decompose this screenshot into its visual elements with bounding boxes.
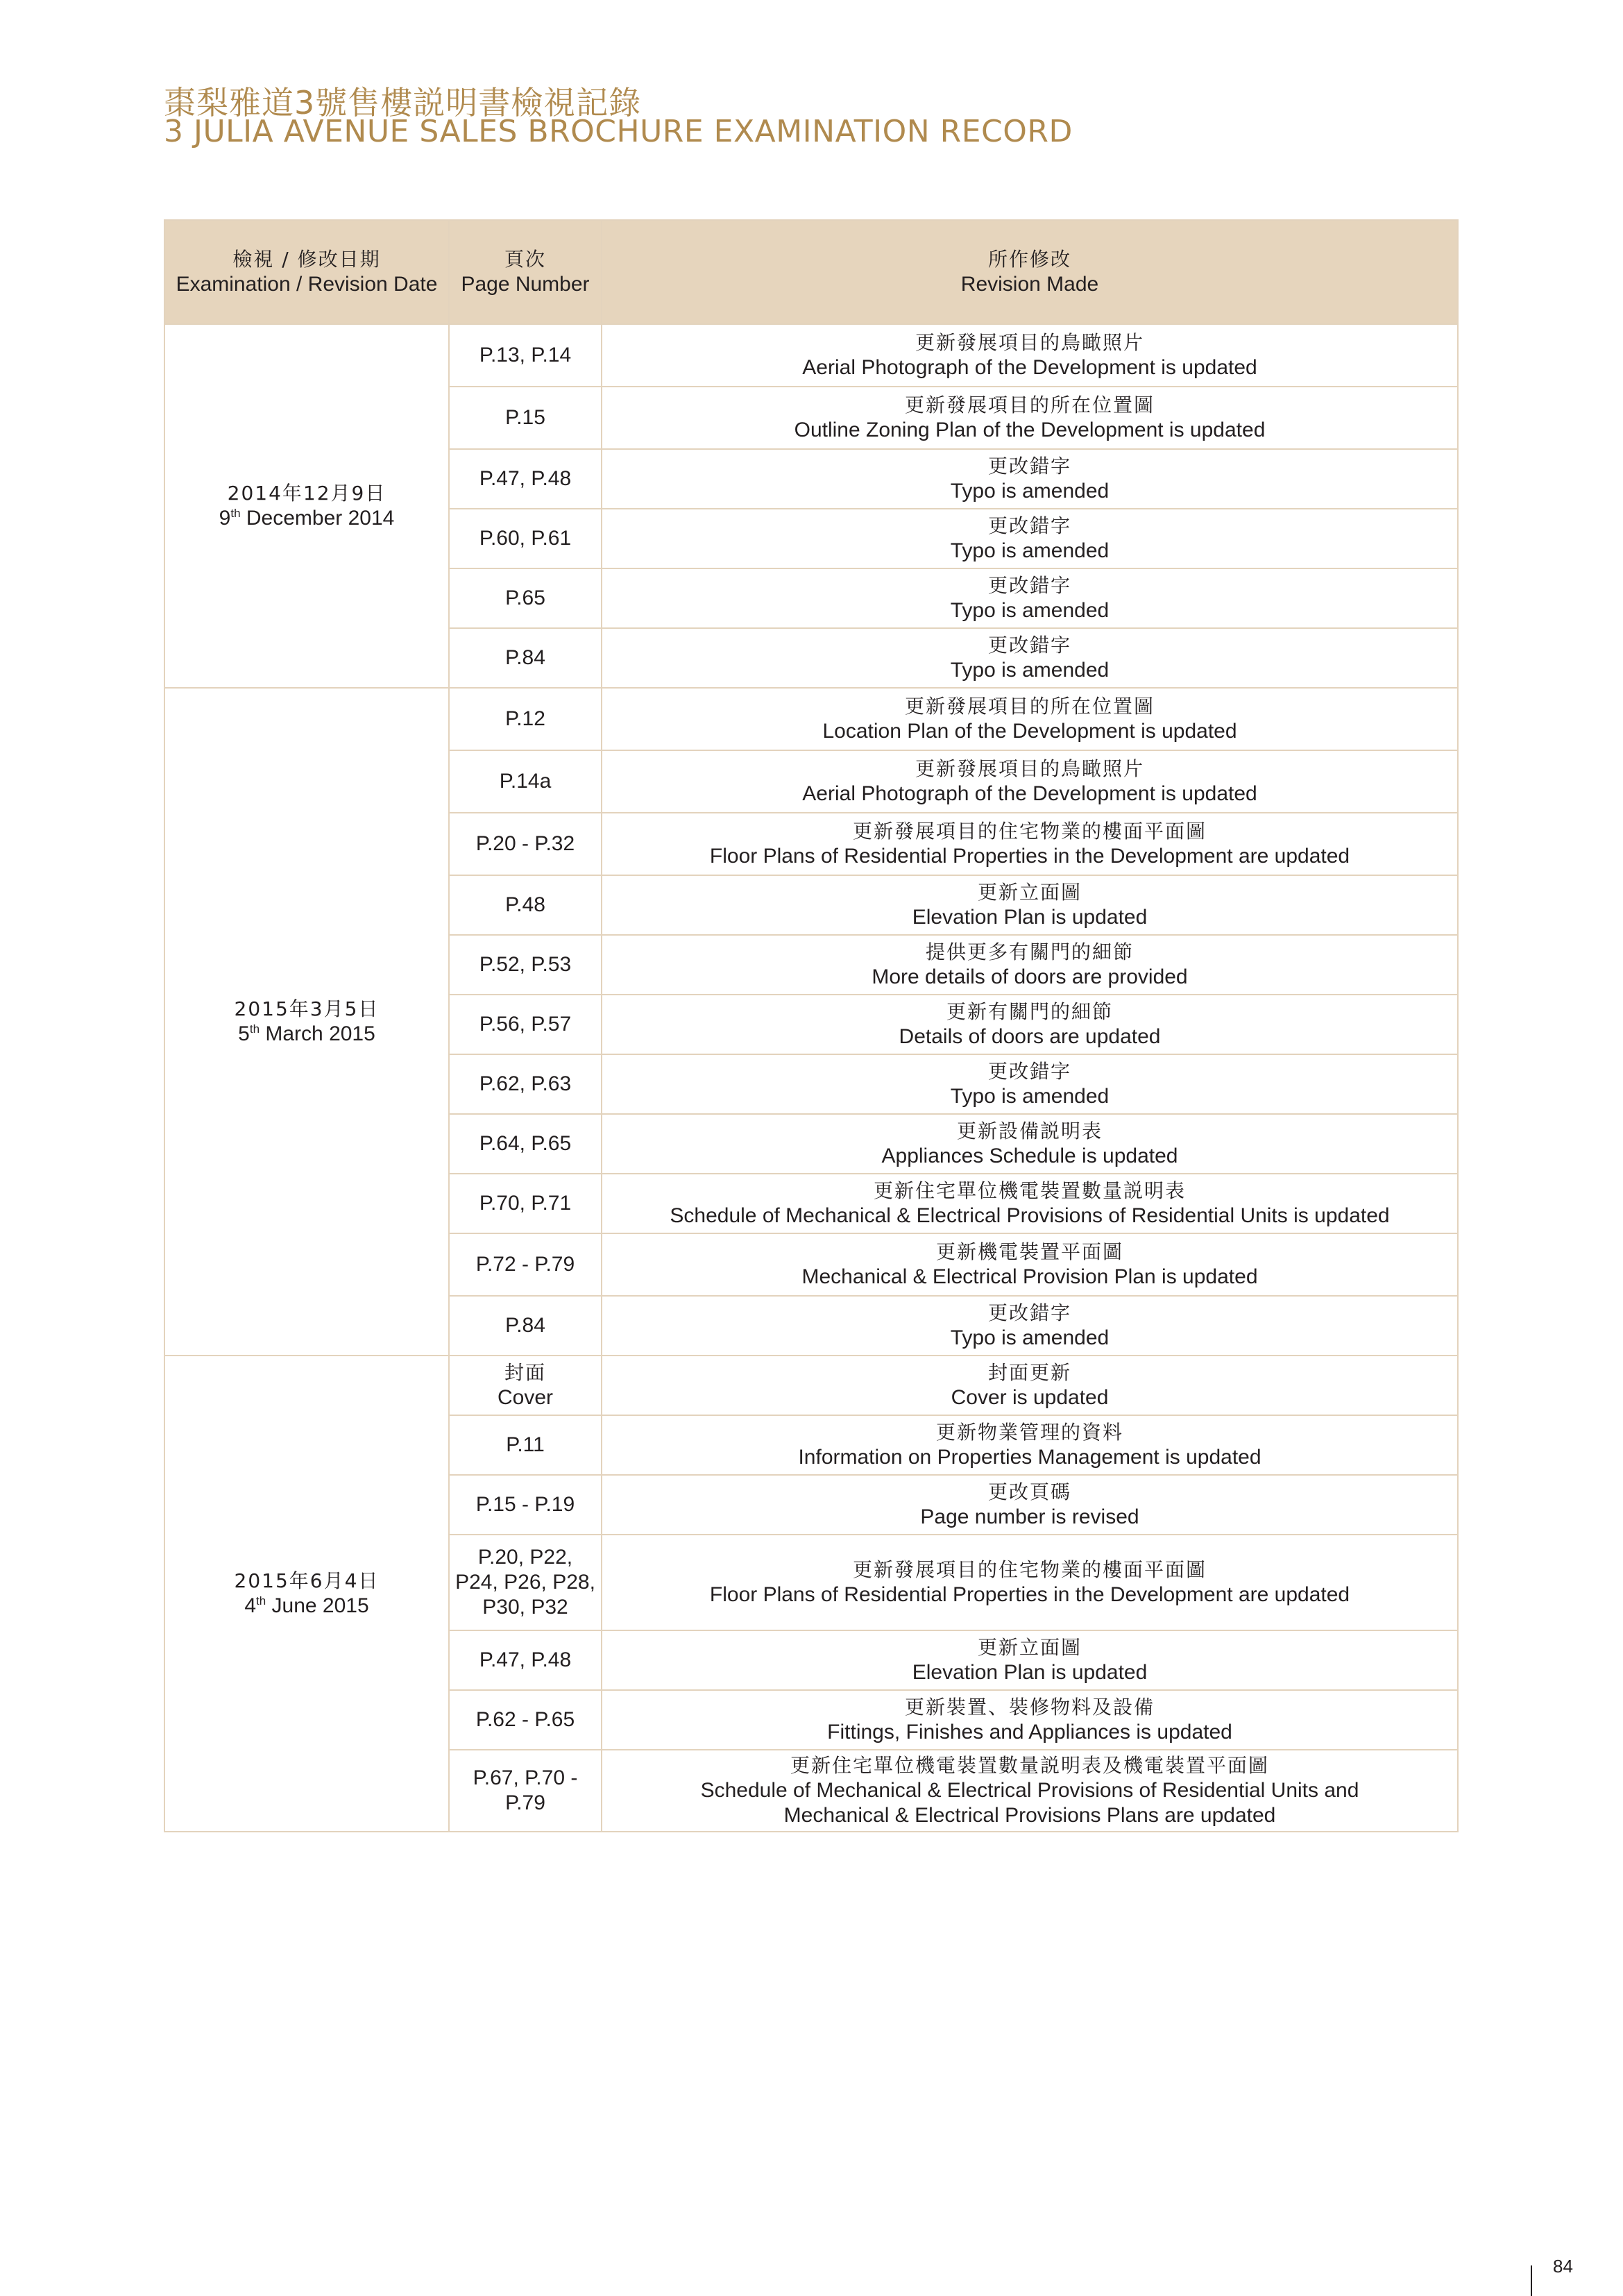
page-cell: P.84 [449,628,602,688]
revision-cell [602,1233,1458,1296]
revision-zh: 更改錯字 [987,1301,1071,1324]
revision-en: Floor Plans of Residential Properties in the Development are updated [709,1583,1350,1606]
header-revision-zh: 所作修改 [987,248,1071,271]
examination-record-table [164,219,1459,1832]
revision-en: Elevation Plan is updated [912,1661,1148,1684]
revision-en: Appliances Schedule is updated [881,1145,1178,1167]
revision-cell [602,1690,1458,1750]
revision-cell [602,688,1458,750]
revision-cell [602,935,1458,995]
revision-en: Outline Zoning Plan of the Development is updated [794,419,1266,441]
page-cell: P.72 - P.79 [449,1233,602,1296]
page-cell: P.12 [449,688,602,750]
revision-cell [602,1750,1458,1832]
page-line: P24, P26, P28, [455,1571,595,1594]
revision-en: Aerial Photograph of the Development is updated [802,356,1257,379]
revision-cell [602,750,1458,813]
revision-zh: 更新立面圖 [977,1636,1082,1659]
date-zh: 2015年6月4日 [234,1569,380,1592]
revision-en: Typo is amended [950,480,1110,503]
revision-en: Information on Properties Management is updated [798,1446,1261,1469]
date-zh: 2014年12月9日 [227,482,386,505]
page-cell [449,1535,602,1630]
revision-cell [602,1356,1458,1415]
revision-en: Schedule of Mechanical & Electrical Provisions of Residential Units and [700,1779,1359,1802]
page-cell: P.47, P.48 [449,449,602,509]
footer-divider [1531,2265,1532,2296]
date-day: 9 [219,507,231,530]
revision-zh: 更新有關門的細節 [946,1000,1113,1023]
date-day: 5 [238,1022,250,1045]
revision-zh: 封面更新 [987,1361,1071,1384]
date-cell [164,324,449,688]
page-title-english: 3 JULIA AVENUE SALES BROCHURE EXAMINATION RECORD [164,114,1073,149]
table-row [164,324,1458,387]
revision-zh: 更改錯字 [987,455,1071,478]
date-en [171,1594,443,1619]
revision-cell [602,1296,1458,1356]
revision-en: Floor Plans of Residential Properties in the Development are updated [709,845,1350,868]
revision-zh: 更改頁碼 [987,1480,1071,1503]
page-cell: P.84 [449,1296,602,1356]
revision-zh: 更新設備説明表 [956,1120,1103,1142]
revision-zh: 更新立面圖 [977,881,1082,904]
date-cell [164,1356,449,1832]
revision-cell [602,324,1458,387]
page-number: 84 [1553,2256,1573,2277]
revision-en: Location Plan of the Development is updated [822,720,1237,743]
page-cell: P.60, P.61 [449,509,602,568]
date-zh: 2015年3月5日 [234,997,380,1020]
page-zh: 封面 [504,1361,546,1384]
revision-cell [602,1475,1458,1535]
page-cell: P.48 [449,875,602,935]
page-cell: P.62, P.63 [449,1054,602,1114]
revision-cell [602,509,1458,568]
revision-en: Typo is amended [950,599,1110,622]
revision-zh: 更新發展項目的住宅物業的樓面平面圖 [852,1558,1207,1581]
date-month-year: March 2015 [260,1022,375,1045]
revision-en: Typo is amended [950,1085,1110,1108]
page-cell: P.14a [449,750,602,813]
revision-zh: 更新發展項目的所在位置圖 [904,695,1155,718]
date-en [171,506,443,531]
revision-cell [602,1054,1458,1114]
page-line: P.20, P22, [477,1546,573,1569]
revision-en: Typo is amended [950,539,1110,562]
page-cell: P.15 - P.19 [449,1475,602,1535]
page-cell: P.70, P.71 [449,1174,602,1233]
revision-zh: 更新發展項目的鳥瞰照片 [915,331,1144,354]
header-date-en: Examination / Revision Date [176,273,438,296]
date-suffix: th [256,1594,266,1607]
revision-en: Schedule of Mechanical & Electrical Provisions of Residential Units is updated [670,1204,1390,1227]
revision-zh: 更新發展項目的鳥瞰照片 [915,757,1144,780]
revision-en: Typo is amended [950,659,1110,682]
revision-en: Typo is amended [950,1326,1110,1349]
revision-zh: 更新住宅單位機電裝置數量説明表 [873,1179,1186,1202]
date-month-year: June 2015 [266,1594,369,1617]
page-cell: P.64, P.65 [449,1114,602,1174]
page-cell [449,1356,602,1415]
header-page-en: Page Number [461,273,590,296]
revision-cell [602,449,1458,509]
header-page-zh: 頁次 [504,248,546,271]
revision-zh: 更改錯字 [987,1060,1071,1083]
revision-cell [602,995,1458,1054]
page-cell: P.13, P.14 [449,324,602,387]
revision-cell [602,1415,1458,1475]
header-date-zh: 檢視 / 修改日期 [232,248,381,271]
table-row [164,1356,1458,1415]
revision-en: Mechanical & Electrical Provision Plan is updated [801,1265,1258,1288]
page-line: P30, P32 [482,1596,568,1619]
revision-en: Elevation Plan is updated [912,906,1148,929]
revision-zh: 更改錯字 [987,574,1071,597]
revision-en: Aerial Photograph of the Development is updated [802,782,1257,805]
revision-en: Cover is updated [951,1386,1109,1409]
date-suffix: th [230,507,241,520]
revision-cell [602,813,1458,875]
date-day: 4 [244,1594,257,1617]
date-suffix: th [249,1022,260,1036]
page-cell: P.62 - P.65 [449,1690,602,1750]
revision-cell [602,568,1458,628]
revision-zh: 更改錯字 [987,634,1071,657]
revision-zh: 更新住宅單位機電裝置數量説明表及機電裝置平面圖 [790,1754,1269,1777]
revision-zh: 更新機電裝置平面圖 [935,1240,1123,1263]
revision-en: Mechanical & Electrical Provisions Plans are updated [783,1804,1276,1827]
page-cell: P.52, P.53 [449,935,602,995]
page-cell: P.11 [449,1415,602,1475]
revision-zh: 更改錯字 [987,514,1071,537]
revision-cell [602,875,1458,935]
date-en [171,1022,443,1047]
revision-cell [602,1535,1458,1630]
page-cell: P.56, P.57 [449,995,602,1054]
revision-cell [602,1114,1458,1174]
page-cell: P.67, P.70 - P.79 [449,1750,602,1832]
header-page [449,220,602,324]
revision-en: Page number is revised [920,1505,1139,1528]
revision-en: Fittings, Finishes and Appliances is updated [827,1721,1232,1744]
page-cell: P.20 - P.32 [449,813,602,875]
table-header-row [164,220,1458,324]
date-cell [164,688,449,1356]
header-revision-en: Revision Made [960,273,1099,296]
page-cell: P.15 [449,387,602,449]
revision-cell [602,1174,1458,1233]
revision-zh: 更新裝置、裝修物料及設備 [904,1696,1155,1719]
revision-en: More details of doors are provided [872,965,1188,988]
page-cell: P.47, P.48 [449,1630,602,1690]
revision-en: Details of doors are updated [899,1025,1161,1048]
header-revision [602,220,1458,324]
page-en: Cover [497,1386,554,1409]
revision-cell [602,387,1458,449]
page-cell: P.65 [449,568,602,628]
page-title-chinese: 棗梨雅道3號售樓説明書檢視記錄 [164,84,642,121]
table-row [164,688,1458,750]
revision-zh: 更新發展項目的所在位置圖 [904,394,1155,416]
revision-cell [602,1630,1458,1690]
header-date [164,220,449,324]
revision-zh: 提供更多有關門的細節 [925,940,1134,963]
revision-zh: 更新發展項目的住宅物業的樓面平面圖 [852,820,1207,843]
date-month-year: December 2014 [240,507,395,530]
revision-zh: 更新物業管理的資料 [935,1421,1123,1444]
revision-cell [602,628,1458,688]
